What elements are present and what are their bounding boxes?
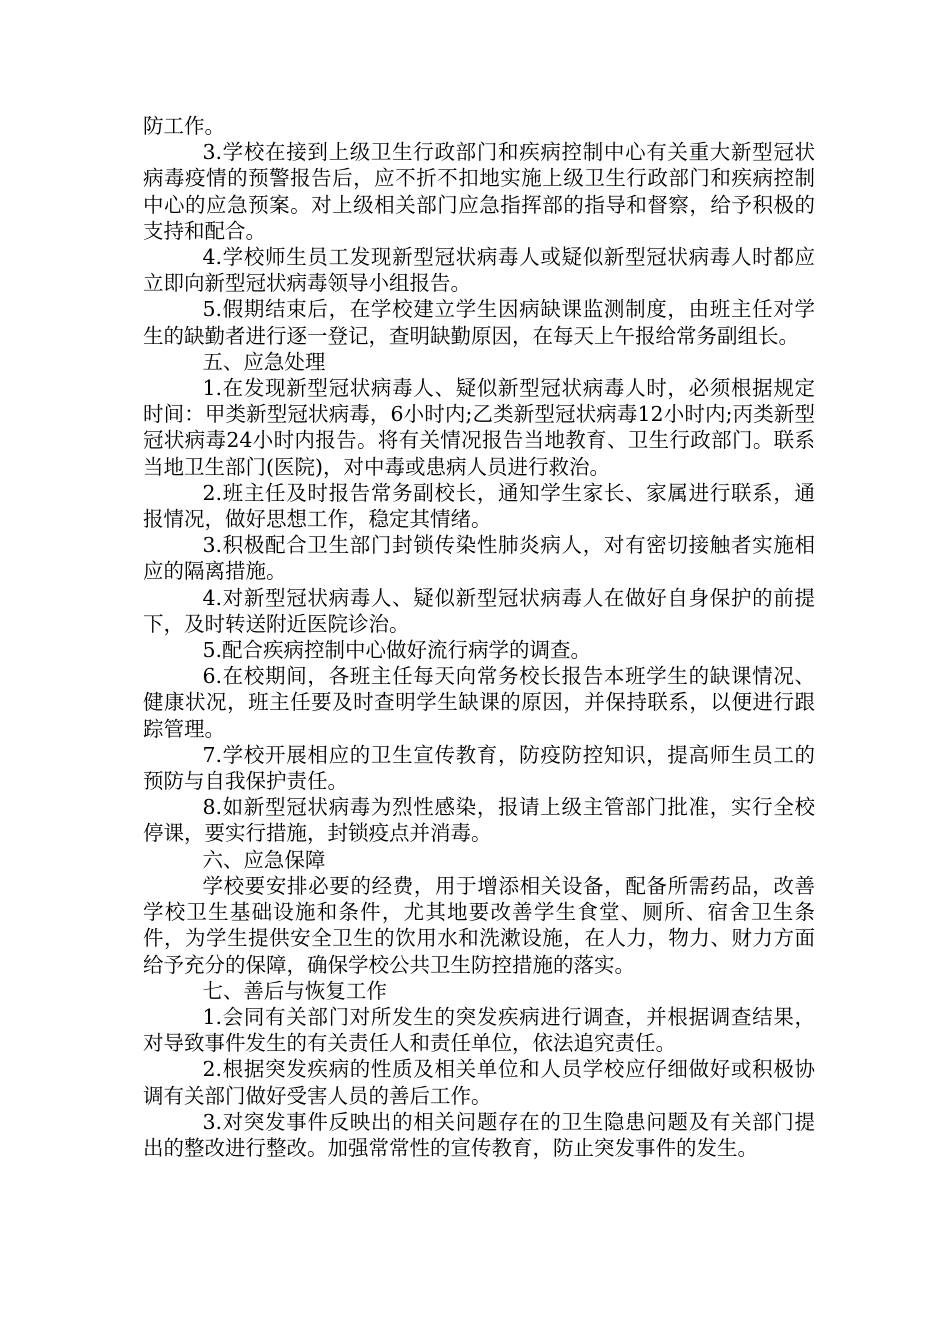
- paragraph-support: 学校要安排必要的经费，用于增添相关设备，配备所需药品，改善学校卫生基础设施和条件，尤其地要改善学生食堂、厕所、宿舍卫生条件，为学生提供安全卫生的饮用水和洗漱设施，在人力，物力、财力方面给予充分的保障，确保学校公共卫生防控措施的落实。: [143, 873, 815, 977]
- paragraph-handling-8: 8.如新型冠状病毒为烈性感染，报请上级主管部门批准，实行全校停课，要实行措施，封锁疫点并消毒。: [143, 795, 815, 846]
- paragraph-handling-2: 2.班主任及时报告常务副校长，通知学生家长、家属进行联系，通报情况，做好思想工作，稳定其情绪。: [143, 480, 815, 532]
- paragraph-recovery-1: 1.会同有关部门对所发生的突发疾病进行调查，并根据调查结果，对导致事件发生的有关责任人和责任单位，依法追究责任。: [143, 1004, 815, 1056]
- paragraph-handling-1: 1.在发现新型冠状病毒人、疑似新型冠状病毒人时，必须根据规定时间：甲类新型冠状病毒，6小时内;乙类新型冠状病毒12小时内;丙类新型冠状病毒24小时内报告。将有关情况报告当地教育、卫生行政部门。联系当地卫生部门(医院)，对中毒或患病人员进行救治。: [143, 376, 815, 479]
- paragraph-item-5: 5.假期结束后，在学校建立学生因病缺课监测制度，由班主任对学生的缺勤者进行逐一登记，查明缺勤原因，在每天上午报给常务副组长。: [143, 297, 815, 348]
- paragraph-handling-7: 7.学校开展相应的卫生宣传教育，防疫防控知识，提高师生员工的预防与自我保护责任。: [143, 742, 815, 794]
- paragraph-handling-3: 3.积极配合卫生部门封锁传染性肺炎病人，对有密切接触者实施相应的隔离措施。: [143, 533, 815, 584]
- section-heading-aftermath-recovery: 七、善后与恢复工作: [202, 978, 387, 1003]
- paragraph-recovery-3: 3.对突发事件反映出的相关问题存在的卫生隐患问题及有关部门提出的整改进行整改。加强常常性的宣传教育，防止突发事件的发生。: [143, 1109, 815, 1160]
- paragraph-item-4: 4.学校师生员工发现新型冠状病毒人或疑似新型冠状病毒人时都应立即向新型冠状病毒领导小组报告。: [143, 245, 815, 296]
- paragraph-handling-6: 6.在校期间，各班主任每天向常务校长报告本班学生的缺课情况、健康状况，班主任要及时查明学生缺课的原因，并保持联系，以便进行跟踪管理。: [143, 664, 815, 741]
- section-heading-emergency-support: 六、应急保障: [202, 847, 326, 872]
- section-heading-emergency-handling: 五、应急处理: [202, 349, 326, 374]
- paragraph-recovery-2: 2.根据突发疾病的性质及相关单位和人员学校应仔细做好或积极协调有关部门做好受害人员的善后工作。: [143, 1057, 815, 1108]
- paragraph-handling-4: 4.对新型冠状病毒人、疑似新型冠状病毒人在做好自身保护的前提下，及时转送附近医院诊治。: [143, 585, 815, 636]
- paragraph-handling-5: 5.配合疾病控制中心做好流行病学的调查。: [202, 638, 591, 663]
- paragraph-item-3: 3.学校在接到上级卫生行政部门和疾病控制中心有关重大新型冠状病毒疫情的预警报告后，应不折不扣地实施上级卫生行政部门和疾病控制中心的应急预案。对上级相关部门应急指挥部的指导和督察，给予积极的支持和配合。: [143, 140, 815, 243]
- continuation-paragraph: 防工作。: [143, 114, 225, 138]
- document-page: [143, 113, 815, 1161]
